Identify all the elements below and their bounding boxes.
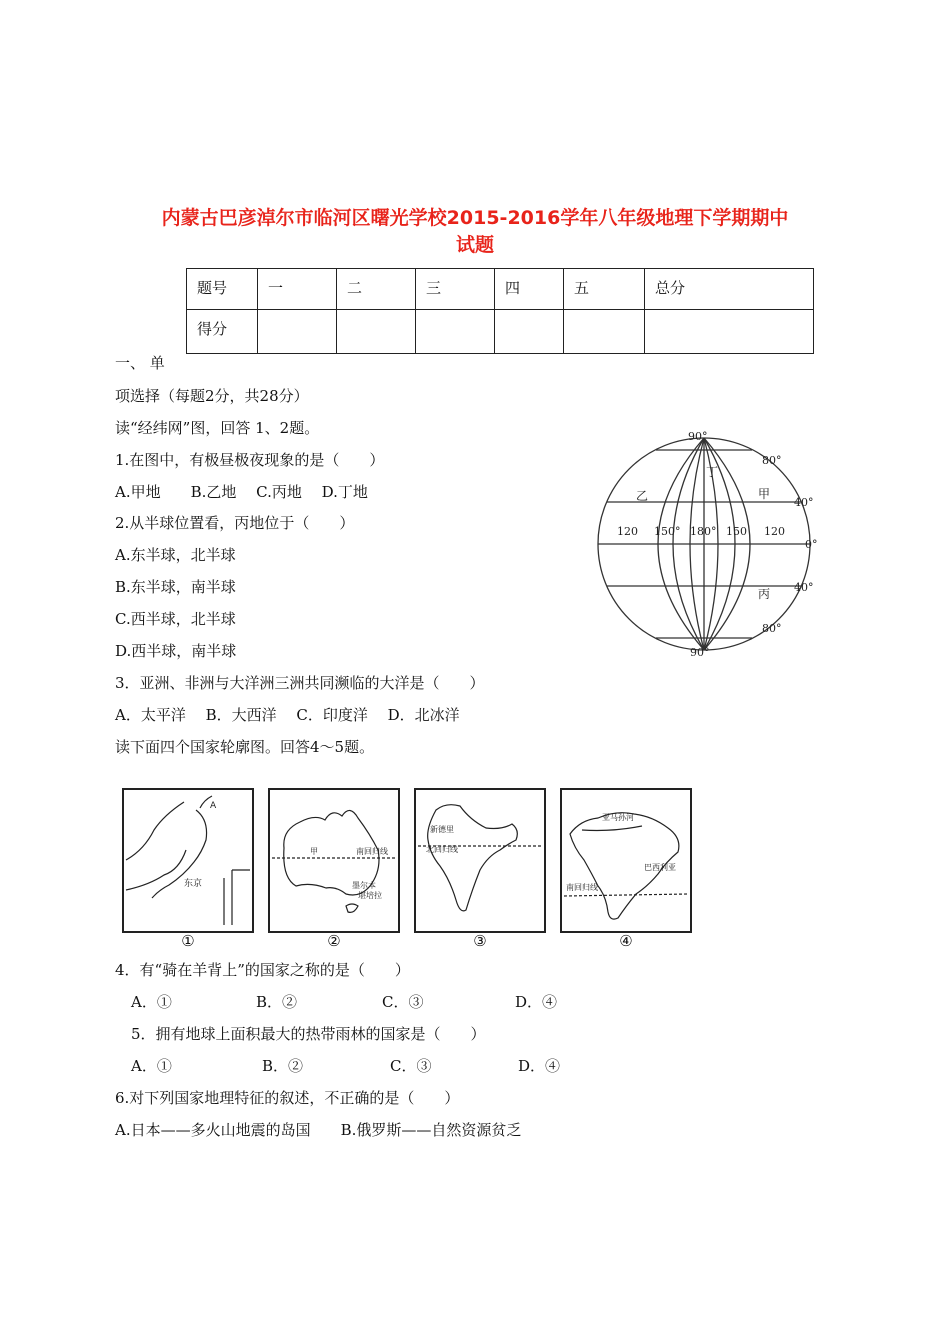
score-table — [186, 268, 814, 354]
question-4-option-c: C．③ — [382, 993, 424, 1011]
score-cell: 一 — [258, 269, 337, 310]
map-label: 南回归线 — [566, 883, 598, 892]
map-label-2: ② — [327, 932, 341, 950]
map-label: 东京 — [184, 879, 203, 889]
question-5-option-b: B．② — [262, 1057, 304, 1075]
map-label: 墨尔本 — [352, 881, 376, 890]
question-5-option-a: A．① — [131, 1057, 172, 1075]
question-6-options: A.日本——多火山地震的岛国 B.俄罗斯——自然资源贫乏 — [115, 1121, 522, 1139]
question-intro-4-5: 读下面四个国家轮廓图。回答4～5题。 — [115, 738, 375, 756]
question-3-options: A．太平洋 B．大西洋 C．印度洋 D．北冰洋 — [115, 706, 460, 724]
map-label-3: ③ — [473, 932, 487, 950]
map-label: 南回归线 — [356, 847, 388, 856]
map-label: 北回归线 — [426, 845, 458, 854]
question-2-option-a: A.东半球，北半球 — [115, 546, 236, 564]
title-line-2: 试题 — [455, 234, 494, 256]
question-4-option-d: D．④ — [515, 993, 558, 1011]
question-1-options: A.甲地 B.乙地 C.丙地 D.丁地 — [115, 483, 368, 501]
map-label: 甲 — [310, 847, 318, 856]
place-label: 乙 — [636, 489, 649, 503]
graticule-globe — [596, 428, 822, 660]
question-1: 1.在图中，有极昼极夜现象的是（ ） — [115, 451, 385, 469]
question-5-option-c: C．③ — [390, 1057, 432, 1075]
question-4: 4．有“骑在羊背上”的国家之称的是（ ） — [115, 961, 410, 979]
map-label: 巴西利亚 — [644, 863, 676, 872]
score-input-cell[interactable] — [495, 310, 564, 354]
section-heading: 一、 单 — [115, 354, 165, 372]
lat-label: 90° — [690, 646, 710, 659]
score-input-cell[interactable] — [258, 310, 337, 354]
question-4-option-a: A．① — [131, 993, 172, 1011]
score-cell: 三 — [416, 269, 495, 310]
map-japan — [122, 788, 254, 933]
document-title — [60, 205, 890, 259]
map-india-outline — [416, 790, 544, 931]
place-label: 丙 — [758, 587, 771, 601]
score-cell: 得分 — [187, 310, 258, 354]
question-intro: 读“经纬网”图，回答 1、2题。 — [115, 419, 320, 437]
question-5: 5．拥有地球上面积最大的热带雨林的国家是（ ） — [131, 1025, 486, 1043]
map-label-4: ④ — [619, 932, 633, 950]
lon-label: 150 — [726, 525, 747, 538]
score-cell: 题号 — [187, 269, 258, 310]
map-brazil-outline — [562, 790, 690, 931]
lon-label: 120 — [764, 525, 785, 538]
question-2: 2.从半球位置看，丙地位于（ ） — [115, 514, 355, 532]
score-input-cell[interactable] — [416, 310, 495, 354]
question-2-option-d: D.西半球，南半球 — [115, 642, 237, 660]
map-label: A — [210, 801, 217, 811]
score-cell: 总分 — [645, 269, 814, 310]
map-japan-outline — [124, 790, 252, 931]
map-label: 堪培拉 — [358, 891, 382, 900]
map-australia-outline — [270, 790, 398, 931]
score-cell: 二 — [337, 269, 416, 310]
question-5-option-d: D．④ — [518, 1057, 561, 1075]
place-label: 丁 — [706, 465, 719, 479]
lon-label: 150° — [654, 525, 681, 538]
lat-label: 80° — [762, 454, 782, 467]
question-4-option-b: B．② — [256, 993, 298, 1011]
question-2-option-c: C.西半球，北半球 — [115, 610, 236, 628]
lon-label: 180° — [690, 525, 717, 538]
map-india — [414, 788, 546, 933]
section-heading-cont: 项选择（每题2分，共28分） — [115, 387, 309, 405]
score-input-cell[interactable] — [337, 310, 416, 354]
place-label: 甲 — [758, 487, 771, 501]
question-2-option-b: B.东半球，南半球 — [115, 578, 236, 596]
lat-label: 0° — [805, 538, 818, 551]
question-3: 3．亚洲、非洲与大洋洲三洲共同濒临的大洋是（ ） — [115, 674, 485, 692]
score-table-score-row — [187, 310, 814, 354]
score-cell: 四 — [495, 269, 564, 310]
map-australia — [268, 788, 400, 933]
question-6: 6.对下列国家地理特征的叙述，不正确的是（ ） — [115, 1089, 460, 1107]
score-cell: 五 — [564, 269, 645, 310]
map-label: 亚马孙河 — [602, 813, 634, 822]
lon-label: 120 — [617, 525, 638, 538]
lat-label: 40° — [794, 496, 814, 509]
lat-label: 90° — [688, 430, 708, 443]
score-input-cell[interactable] — [564, 310, 645, 354]
map-label: 新德里 — [430, 825, 454, 834]
score-input-cell[interactable] — [645, 310, 814, 354]
score-table-header-row — [187, 269, 814, 310]
map-brazil — [560, 788, 692, 933]
lat-label: 40° — [794, 581, 814, 594]
lat-label: 80° — [762, 622, 782, 635]
title-line-1: 内蒙古巴彦淖尔市临河区曙光学校2015-2016学年八年级地理下学期期中 — [161, 207, 789, 229]
map-label-1: ① — [181, 932, 195, 950]
